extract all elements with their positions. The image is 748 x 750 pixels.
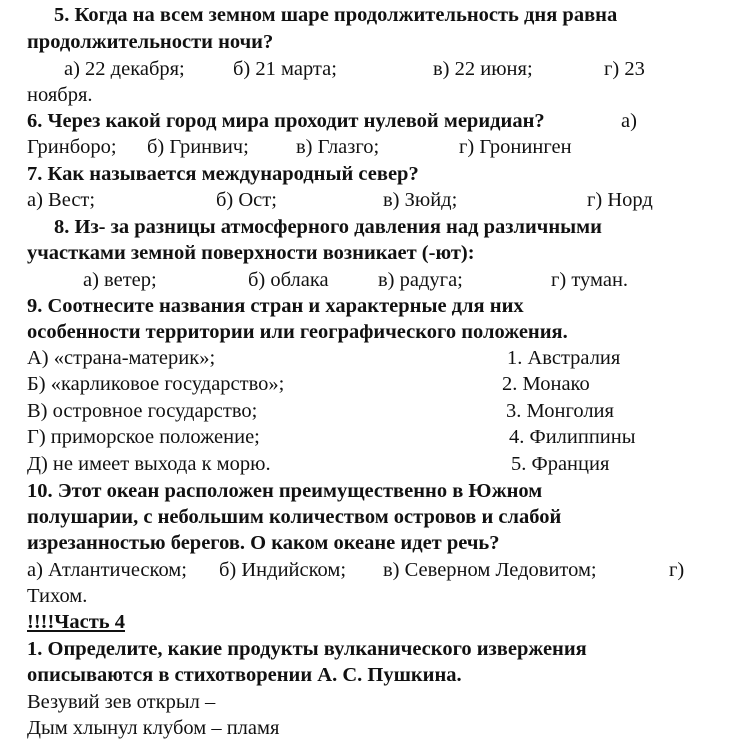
q7-option-a: а) Вест;: [27, 189, 96, 211]
q8-title-line2: участками земной поверхности возникает (-ют):: [27, 242, 475, 264]
q7-option-d: г) Норд: [587, 189, 653, 211]
q8-option-a: а) ветер;: [83, 269, 157, 291]
q5-option-c: в) 22 июня;: [433, 58, 533, 80]
q8-title-line1: 8. Из- за разницы атмосферного давления над различными: [54, 216, 602, 238]
q9-title-line1: 9. Соотнесите названия стран и характерные для них: [27, 295, 524, 317]
poem-line: Дым хлынул клубом – пламя: [27, 717, 280, 739]
part4-q1-line1: 1. Определите, какие продукты вулканического извержения: [27, 638, 587, 660]
q7-option-b: б) Ост;: [216, 189, 277, 211]
q6-option-a: Гринборо;: [27, 136, 117, 158]
q10-title-line3: изрезанностью берегов. О каком океане идет речь?: [27, 532, 500, 554]
q6-title: 6. Через какой город мира проходит нулевой меридиан?: [27, 110, 545, 132]
q8-option-d: г) туман.: [551, 269, 629, 291]
q9-right-item: 5. Франция: [511, 453, 610, 475]
part4-q1-line2: описываются в стихотворении А. С. Пушкина.: [27, 664, 462, 686]
q9-left-item: В) островное государство;: [27, 400, 258, 422]
q6-option-d: г) Гронинген: [459, 136, 572, 158]
q9-left-item: Г) приморское положение;: [27, 426, 260, 448]
q6-option-b: б) Гринвич;: [147, 136, 249, 158]
q10-title-line1: 10. Этот океан расположен преимущественно в Южном: [27, 480, 543, 502]
poem-line: Везувий зев открыл –: [27, 691, 216, 713]
q5-title-line2: продолжительности ночи?: [27, 31, 274, 53]
q10-option-d-wrap: Тихом.: [27, 585, 88, 607]
q9-right-item: 4. Филиппины: [509, 426, 636, 448]
q5-option-a: а) 22 декабря;: [64, 58, 185, 80]
q6-option-a-letter: а): [621, 110, 637, 132]
q9-right-item: 3. Монголия: [506, 400, 614, 422]
q9-title-line2: особенности территории или географического положения.: [27, 321, 568, 343]
q6-option-c: в) Глазго;: [296, 136, 380, 158]
q10-option-c: в) Северном Ледовитом;: [383, 559, 597, 581]
q10-option-a: а) Атлантическом;: [27, 559, 187, 581]
q5-option-b: б) 21 марта;: [233, 58, 337, 80]
q10-title-line2: полушарии, с небольшим количеством островов и слабой: [27, 506, 562, 528]
part4-heading: !!!!Часть 4: [27, 611, 125, 633]
q7-title: 7. Как называется международный север?: [27, 163, 419, 185]
q5-option-d-wrap: ноября.: [27, 84, 93, 106]
q10-option-d: г): [669, 559, 685, 581]
q9-left-item: Д) не имеет выхода к морю.: [27, 453, 271, 475]
q9-right-item: 1. Австралия: [507, 347, 621, 369]
q9-right-item: 2. Монако: [502, 373, 590, 395]
q8-option-b: б) облака: [248, 269, 329, 291]
q9-left-item: А) «страна-материк»;: [27, 347, 216, 369]
q7-option-c: в) Зюйд;: [383, 189, 458, 211]
q5-title-line1: 5. Когда на всем земном шаре продолжительность дня равна: [54, 4, 618, 26]
q5-option-d: г) 23: [604, 58, 645, 80]
q8-option-c: в) радуга;: [378, 269, 463, 291]
q9-left-item: Б) «карликовое государство»;: [27, 373, 285, 395]
q10-option-b: б) Индийском;: [219, 559, 347, 581]
